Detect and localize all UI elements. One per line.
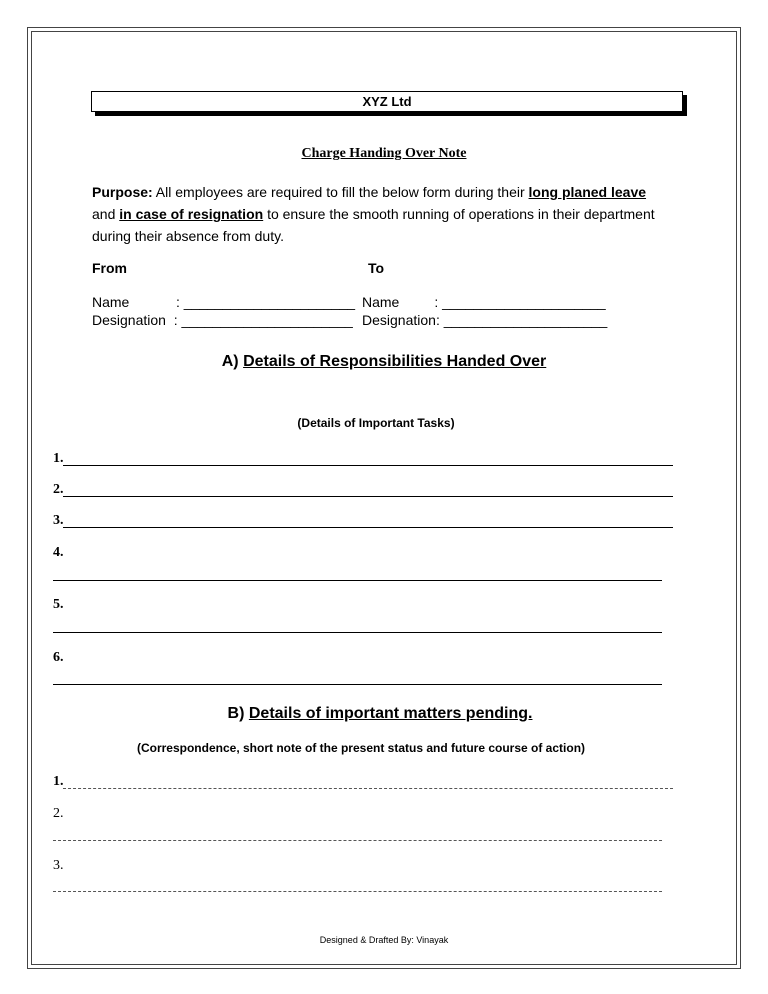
a-item-2-line	[63, 496, 673, 497]
company-header: XYZ Ltd	[91, 91, 683, 112]
a-item-4-number: 4.	[53, 545, 64, 560]
b-item-1-line	[63, 788, 673, 789]
purpose-emphasis-2: in case of resignation	[119, 206, 264, 222]
a-item-5-line	[53, 632, 662, 633]
section-b-heading	[0, 705, 760, 723]
purpose-emphasis-1: long planed leave	[528, 184, 647, 200]
section-b-prefix: B)	[227, 705, 245, 722]
a-item-5-number: 5.	[53, 597, 64, 612]
form-title: Charge Handing Over Note	[301, 146, 467, 161]
a-item-3-line	[63, 527, 673, 528]
section-b-title: Details of important matters pending.	[248, 705, 533, 722]
b-item-2-number: 2.	[53, 806, 64, 821]
a-item-1-line	[63, 465, 673, 466]
b-item-3-number: 3.	[53, 858, 64, 873]
section-a-prefix: A)	[221, 353, 239, 370]
a-item-6-number: 6.	[53, 650, 64, 665]
purpose-label: Purpose:	[92, 184, 153, 200]
section-a-title: Details of Responsibilities Handed Over	[243, 353, 547, 370]
a-item-2-number: 2.	[53, 482, 64, 497]
page-border-inner	[31, 31, 737, 965]
a-item-1-number: 1.	[53, 451, 64, 466]
from-name-field: Name : ______________________	[92, 294, 356, 310]
purpose-paragraph	[92, 181, 672, 247]
from-designation-field: Designation : ______________________	[92, 312, 353, 328]
to-designation-field: Designation: _____________________	[362, 312, 608, 328]
section-b-subtitle: (Correspondence, short note of the present status and future course of action)	[136, 741, 586, 755]
purpose-text-1: All employees are required to fill the below form during their	[152, 184, 529, 200]
purpose-text-2: and	[92, 206, 120, 222]
a-item-3-number: 3.	[53, 513, 64, 528]
footer-credit: Designed & Drafted By: Vinayak	[319, 935, 449, 945]
b-item-3-line	[53, 891, 662, 892]
from-label: From	[92, 260, 127, 276]
to-label: To	[368, 260, 385, 276]
a-item-6-line	[53, 684, 662, 685]
section-a-heading	[0, 353, 768, 371]
to-name-field: Name : _____________________	[362, 294, 606, 310]
b-item-2-line	[53, 840, 662, 841]
b-item-1-number: 1.	[53, 774, 64, 789]
a-item-4-line	[53, 580, 662, 581]
purpose-text-3: to ensure the smooth running of operations in their department during their absence from duty.	[92, 206, 655, 244]
section-a-subtitle: (Details of Important Tasks)	[297, 416, 455, 430]
